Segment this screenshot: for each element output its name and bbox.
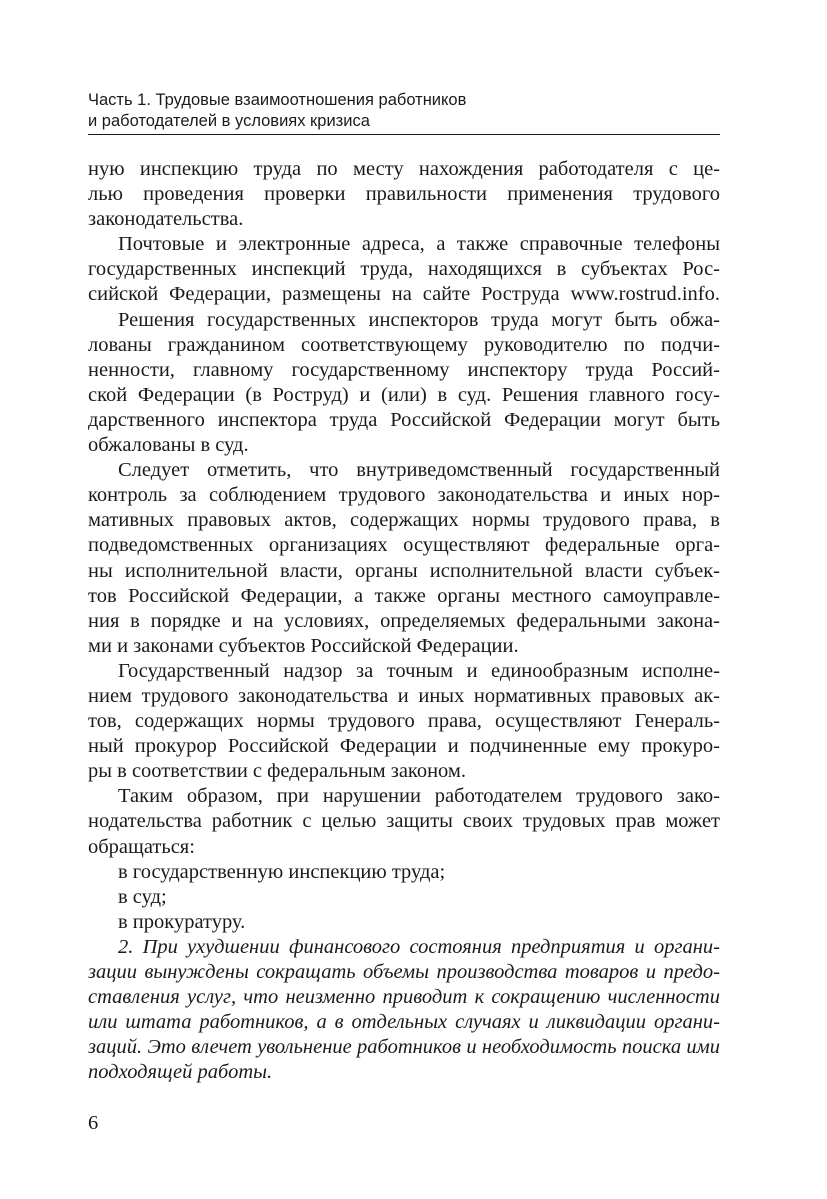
text-line: Таким образом, при нарушении работодателем трудового зако- (118, 785, 720, 808)
page-number: 6 (88, 1112, 99, 1134)
text-line: законодательства. (88, 208, 244, 231)
text-line: ской Федерации (в Роструд) и (или) в суд. Решения главного госу- (88, 383, 720, 406)
text-line: ры в соответствии с федеральным законом. (88, 760, 467, 783)
text-line: ми и законами субъектов Российской Федерации. (88, 634, 519, 657)
running-head-line-1: Часть 1. Трудовые взаимоотношения работников (88, 91, 467, 109)
text-line: государственных инспекций труда, находящихся в субъектах Рос- (88, 258, 720, 281)
text-line: Следует отметить, что внутриведомственный государственный (118, 459, 720, 482)
text-line: тов, содержащих нормы трудового права, осуществляют Генераль- (88, 710, 720, 733)
list-item: в суд; (118, 885, 167, 908)
text-line: ную инспекцию труда по месту нахождения работодателя с це- (88, 158, 720, 180)
text-line: Почтовые и электронные адреса, а также справочные телефоны (118, 233, 720, 256)
text-line: Государственный надзор за точным и единообразным исполне- (118, 659, 720, 682)
text-line: подведомственных организациях осуществляют федеральные орга- (88, 534, 720, 557)
text-line: тов Российской Федерации, а также органы местного самоуправле- (88, 584, 720, 607)
text-line: лью проведения проверки правильности применения трудового (88, 183, 720, 206)
text-line: ны исполнительной власти, органы исполнительной власти субъек- (88, 559, 720, 582)
text-line: нодательства работник с целью защиты своих трудовых прав может (88, 810, 720, 833)
text-line-italic: 2. При ухудшении финансового состояния предприятия и органи- (118, 935, 720, 958)
text-line: ненности, главному государственному инспектору труда Россий- (88, 358, 720, 381)
list-item: в прокуратуру. (118, 910, 246, 933)
text-line: нием трудового законодательства и иных нормативных правовых ак- (88, 684, 720, 707)
text-line: сийской Федерации, размещены на сайте Роструда www.rostrud.info. (88, 283, 720, 306)
header-divider (88, 134, 720, 135)
text-line-italic: зации вынуждены сокращать объемы производства товаров и предо- (88, 961, 720, 983)
text-line: дарственного инспектора труда Российской Федерации могут быть (88, 408, 720, 431)
running-head-line-2: и работодателей в условиях кризиса (88, 112, 370, 130)
body-text (88, 157, 720, 1085)
text-line: контроль за соблюдением трудового законодательства и иных нор- (88, 484, 720, 507)
text-line: обжалованы в суд. (88, 434, 249, 457)
list-item: в государственную инспекцию труда; (118, 860, 446, 883)
text-line: ный прокурор Российской Федерации и подчиненные ему прокуро- (88, 735, 720, 758)
text-line: обращаться: (88, 835, 195, 858)
text-line-italic: или штата работников, а в отдельных случаях и ликвидации органи- (88, 1011, 720, 1034)
text-line: лованы гражданином соответствующему руководителю по подчи- (88, 333, 720, 356)
text-line-italic: заций. Это влечет увольнение работников и необходимость поиска ими (88, 1036, 720, 1059)
text-line: мативных правовых актов, содержащих нормы трудового права, в (88, 509, 720, 532)
text-line: Решения государственных инспекторов труда могут быть обжа- (118, 308, 720, 331)
text-line-italic: ставления услуг, что неизменно приводит к сокращению численности (88, 986, 720, 1009)
text-line-italic: подходящей работы. (88, 1061, 273, 1084)
text-line: ния в порядке и на условиях, определяемых федеральными закона- (88, 609, 720, 632)
running-head (88, 90, 720, 132)
